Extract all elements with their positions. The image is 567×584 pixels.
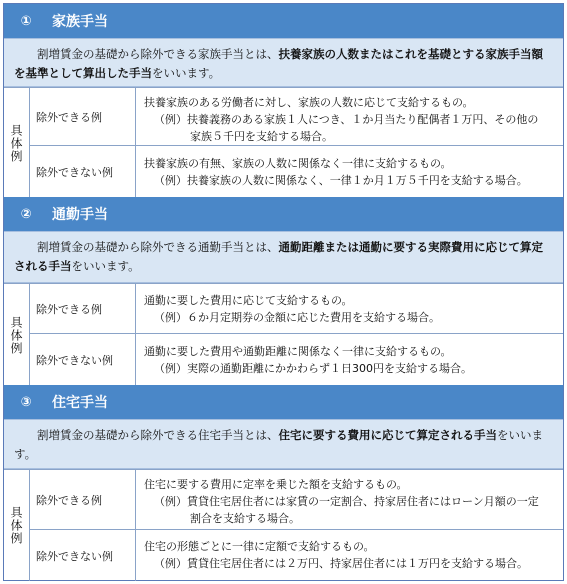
example-text: 扶養家族の有無、家族の人数に関係なく一律に支給するもの。 （例）扶養家族の人数に関係なく、一律１か月１万５千円を支給する場合。 [144,157,528,187]
section-description: 割増賃金の基礎から除外できる家族手当とは、扶養家族の人数またはこれを基礎とする家族手当額を基準として算出した手当をいいます。 [4,38,563,87]
example-category: 除外できる例 [30,88,136,145]
example-row-not-allowed [30,146,563,198]
example-table [4,283,563,385]
example-row-not-allowed [30,530,563,581]
example-category: 除外できない例 [30,530,136,581]
section-number: ① [20,13,32,29]
section-header-family [4,4,563,38]
section-header-commuting [4,197,563,231]
example-text: 住宅の形態ごとに一律に定額で支給するもの。 （例）賃貸住宅居住者には２万円、持家居住者には１万円を支給する場合。 [144,540,528,570]
example-text: 通勤に要した費用や通勤距離に関係なく一律に支給するもの。 （例）実際の通勤距離にかかわらず１日300円を支給する場合。 [144,345,472,375]
example-category: 除外できる例 [30,470,136,529]
section-description: 割増賃金の基礎から除外できる通勤手当とは、通勤距離または通勤に要する実際費用に応じて算定される手当をいいます。 [4,231,563,283]
example-text: 通勤に要した費用に応じて支給するもの。 （例）６か月定期券の金額に応じた費用を支給する場合。 [144,294,440,324]
description-emphasis: 扶養家族の人数またはこれを基礎とする家族手当額を基準として算出した手当 [14,47,543,80]
example-category: 除外できない例 [30,334,136,386]
section-title: 住宅手当 [52,395,108,411]
section-description: 割増賃金の基礎から除外できる住宅手当とは、住宅に要する費用に応じて算定される手当をいいます。 [4,419,563,469]
example-text: 扶養家族のある労働者に対し、家族の人数に応じて支給するもの。 （例）扶養義務のある家族１人につき、１か月当たり配偶者１万円、その他の 家族５千円を支給する場合。 [144,96,539,143]
example-table [4,87,563,197]
example-row-allowed [30,88,563,146]
example-category: 除外できない例 [30,146,136,198]
description-emphasis: 通勤距離または通勤に要する実際費用に応じて算定される手当 [14,240,543,273]
example-gutter: 具体例 [4,88,30,198]
example-row-allowed [30,284,563,334]
allowance-table [3,3,564,581]
example-gutter: 具体例 [4,470,30,581]
section-number: ③ [20,394,32,410]
example-gutter: 具体例 [4,284,30,386]
section-number: ② [20,206,32,222]
section-title: 通勤手当 [52,207,108,223]
section-header-housing [4,385,563,419]
example-row-allowed [30,470,563,530]
example-row-not-allowed [30,334,563,386]
description-emphasis: 住宅に要する費用に応じて算定される手当 [278,428,497,442]
example-table [4,469,563,580]
example-text: 住宅に要する費用に定率を乗じた額を支給するもの。 （例）賃貸住宅居住者には家賃の一定割合、持家居住者にはローン月額の一定 割合を支給する場合。 [144,478,539,525]
example-category: 除外できる例 [30,284,136,333]
section-title: 家族手当 [52,14,108,30]
